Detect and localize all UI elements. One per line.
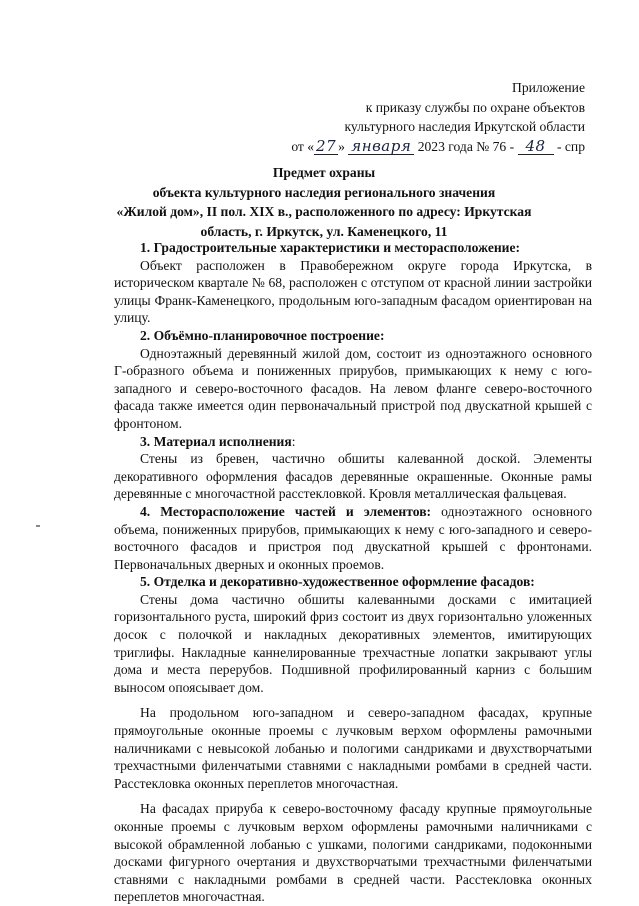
title-line-4: область, г. Иркутск, ул. Каменецкого, 11 (200, 223, 448, 239)
section-2-heading: 2. Объёмно-планировочное построение: (140, 327, 385, 343)
order-mid: » (338, 138, 345, 154)
section-5-para-2: На продольном юго-западном и северо-западном фасадах, крупные прямоугольные оконные проемы с лучковым верхом оформлены рамочными наличниками с невысокой лобанью и пологими сандриками и двухстворчатыми трехчастными филенчатыми ставнями с накладными ромбами в средней части. Расстекловка оконных переплетов многочастная. (114, 705, 592, 791)
section-4-heading: 4. Месторасположение частей и элементов: (140, 503, 432, 519)
handwritten-number: 48 (518, 139, 554, 155)
section-5-para-3: На фасадах прируба к северо-восточному фасаду крупные прямоугольные оконные проемы с лучковым верхом оформлены рамочными наличниками с высокой обрамленной лобанью с ушками, пологими сандриками, подоконными досками фигурного очертания и двухстворчатыми трехчастными филенчатыми ставнями с накладными ромбами в средней части. Расстекловка оконных переплетов многочастная. (114, 801, 592, 905)
title-line-1: Предмет охраны (272, 165, 376, 180)
section-2-text: Одноэтажный деревянный жилой дом, состоит из одноэтажного основного Г-образного объема и пониженных прирубов, примыкающих к нему с юго-западного и северо-восточного фасадов. На левом фланге северо-восточного фасада также имеется один первоначальный пристрой под двускатной крышей с фронтоном. (114, 345, 592, 431)
order-suffix: - спр (556, 138, 585, 154)
section-1-text: Объект расположен в Правобережном округе города Иркутска, в историческом квартале № 68, расположен с отступом от красной линии застройки улицы Франк-Каменецкого, продольным юго-западным фасадом ориентирован на улицу. (114, 257, 592, 326)
appendix-order-ref: к приказу службы по охране объектов (365, 99, 585, 115)
document-body (114, 239, 592, 906)
section-5-heading: 5. Отделка и декоративно-художественное оформление фасадов: (140, 574, 535, 590)
section-3-heading: 3. Материал исполнения (140, 433, 292, 449)
appendix-authority: культурного наследия Иркутской области (344, 119, 585, 134)
order-year-text: 2023 года № 76 - (417, 138, 515, 154)
title-line-3: «Жилой дом», II пол. XIX в., расположенного по адресу: Иркутская (116, 204, 532, 219)
title-line-2: объекта культурного наследия регионального значения (152, 184, 496, 200)
handwritten-day: 27 (316, 136, 337, 155)
appendix-title: Приложение (512, 80, 585, 95)
order-prefix: от « (291, 138, 315, 154)
section-1-heading: 1. Градостроительные характеристики и месторасположение: (140, 240, 521, 255)
appendix-header (291, 78, 585, 156)
section-3-heading-line (114, 433, 592, 451)
order-date-line (291, 137, 585, 157)
handwritten-month: января (348, 139, 414, 155)
section-4-text: одноэтажного основного объема, пониженных прирубов, примыкающих к нему с юго-западного и северо-восточного фасадов и пристроя под двускатной крышей с фронтонами. Первоначальных дверных и оконных проемов. (114, 503, 592, 572)
margin-mark (36, 525, 40, 527)
section-3-text: Стены из бревен, частично обшиты калеванной доской. Элементы декоративного оформления фасадов деревянные окрашенные. Оконные рамы деревянные с многочастной расстекловкой. Кровля металлическая фальцевая. (114, 451, 592, 502)
section-4-paragraph (114, 503, 592, 573)
section-5-para-1: Стены дома частично обшиты калеванными досками с имитацией горизонтального руста, широкий фриз состоит из двух горизонтально уложенных досок с полочкой и накладных декоративных элементов, имитирующих триглифы. Накладные каннелированные трехчастные лопатки закрывают углы дома и места перерубов. Подшивной профилированный карниз с большим выносом опоясывает дом. (114, 591, 592, 695)
section-3-colon: : (291, 433, 296, 449)
document-title (100, 163, 548, 241)
